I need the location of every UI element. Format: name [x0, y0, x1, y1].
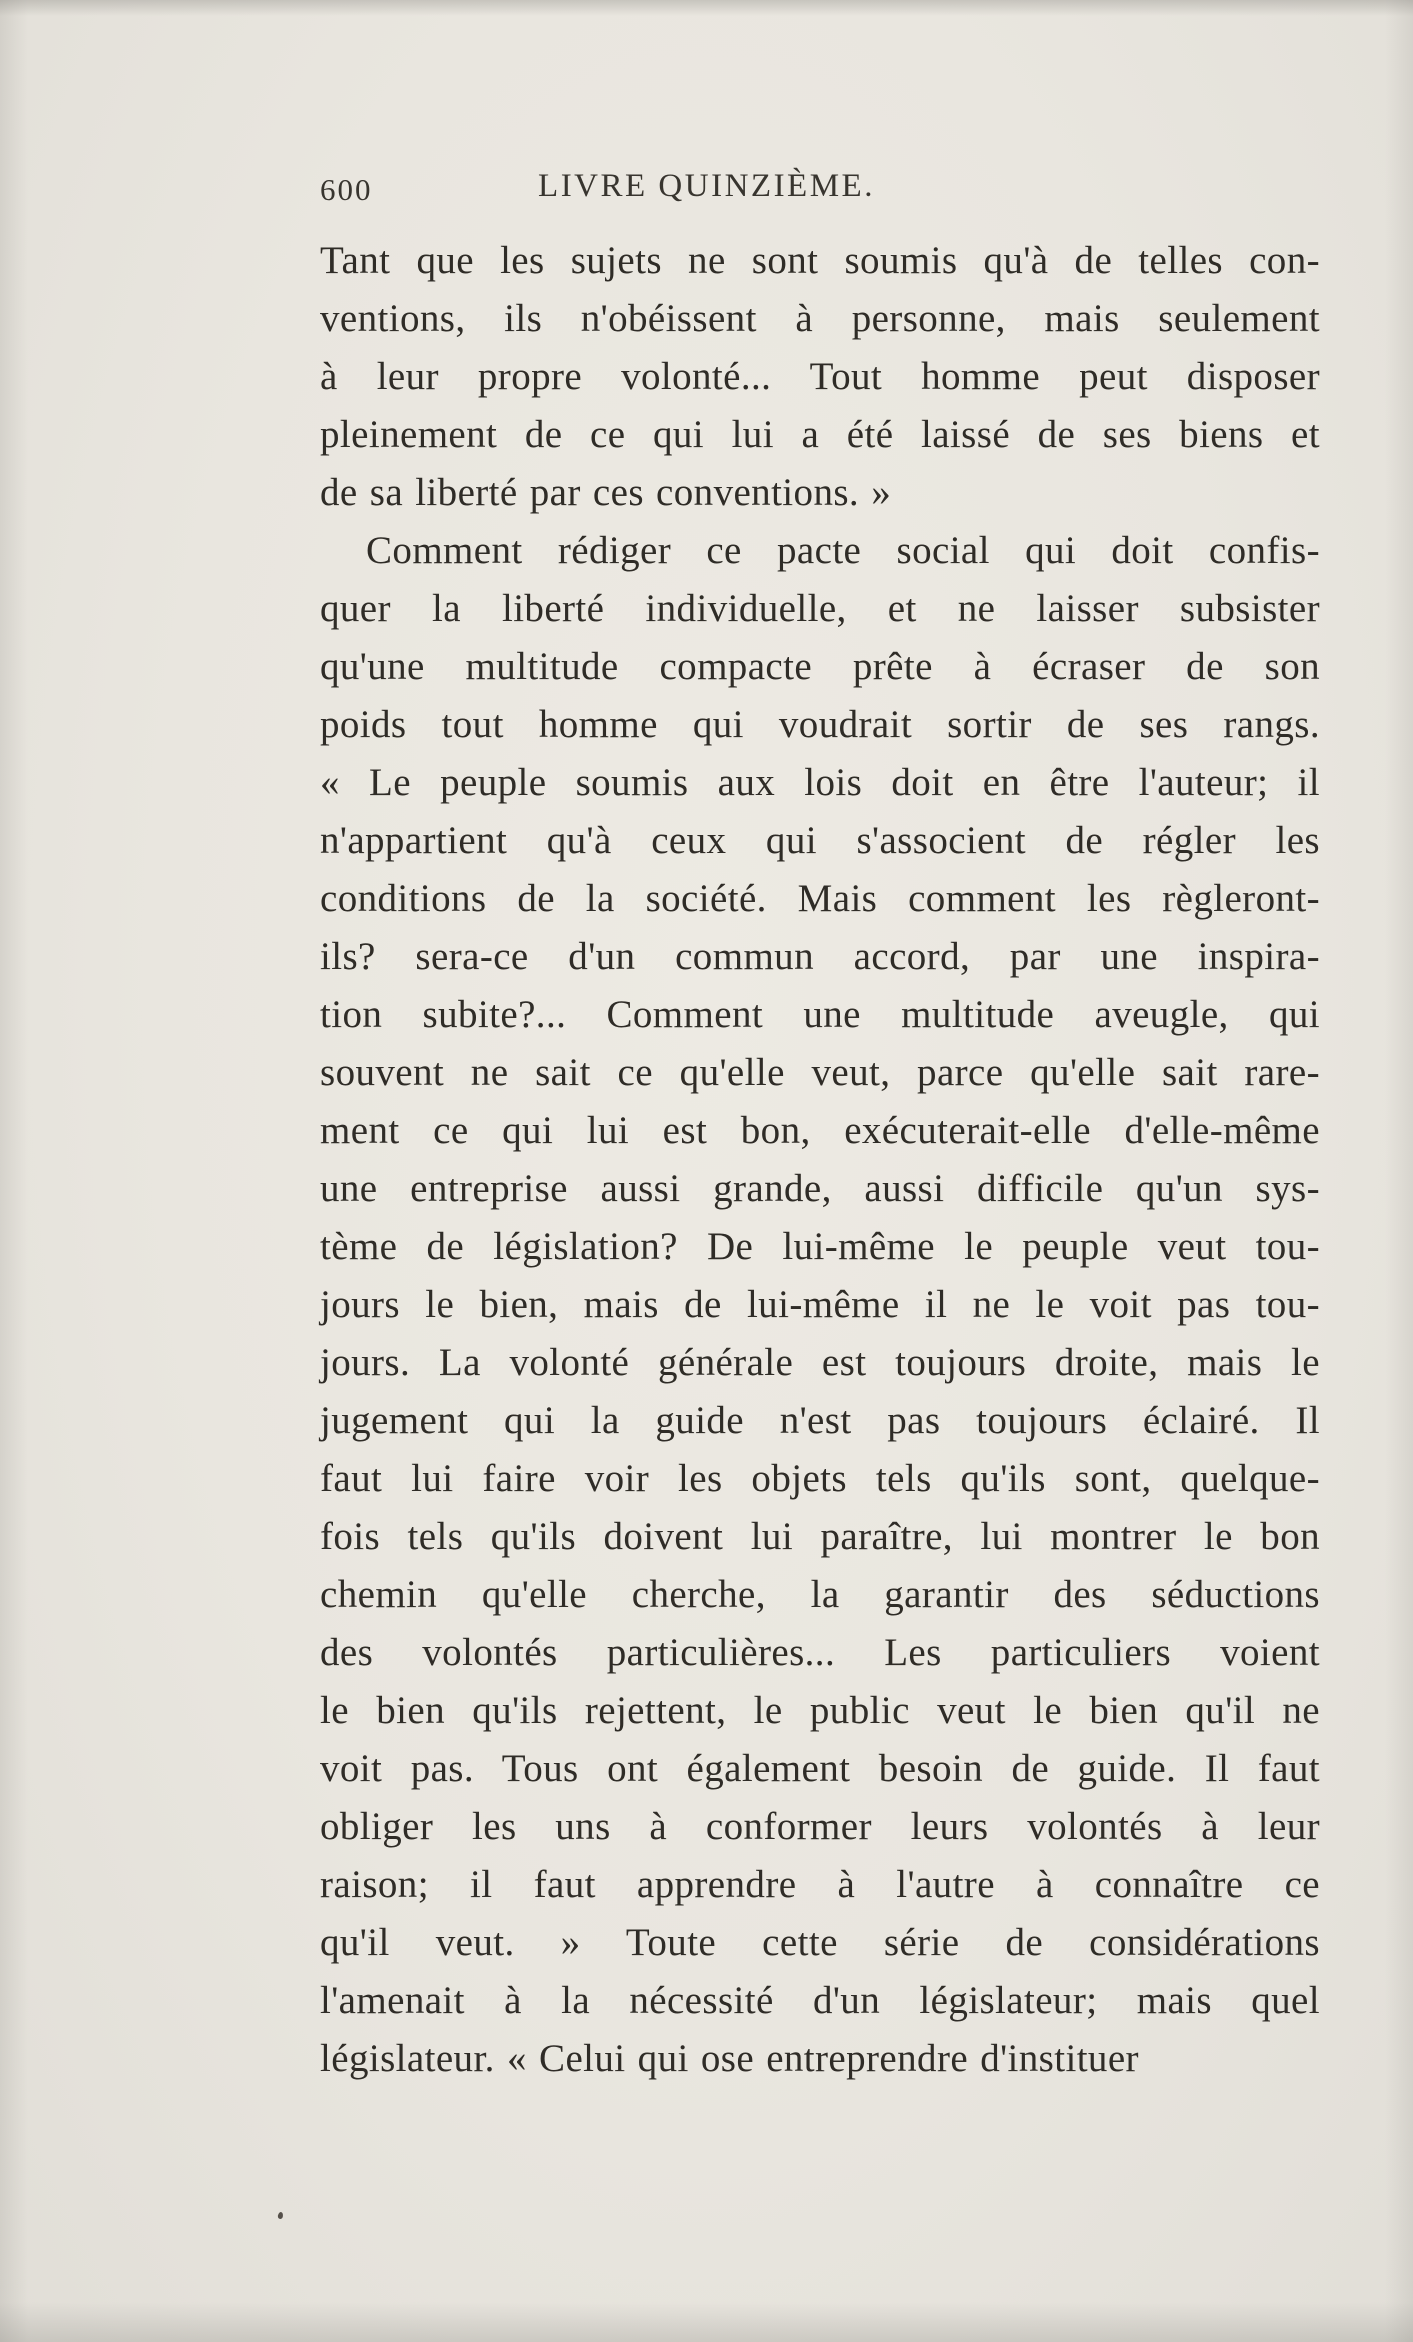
text-line: obliger les uns à conformer leurs volontés à leur	[320, 1805, 1320, 1848]
text-line: Comment rédiger ce pacte social qui doit confis-	[366, 529, 1320, 572]
running-title: LIVRE QUINZIÈME.	[538, 168, 875, 204]
text-line: conditions de la société. Mais comment les règleront-	[320, 877, 1320, 920]
text-line: tion subite?... Comment une multitude aveugle, qui	[320, 993, 1320, 1036]
text-line: législateur. « Celui qui ose entreprendre d'instituer	[320, 2037, 1139, 2080]
text-line: Tant que les sujets ne sont soumis qu'à de telles con-	[320, 239, 1320, 282]
text-line: quer la liberté individuelle, et ne laisser subsister	[320, 587, 1320, 630]
text-line: l'amenait à la nécessité d'un législateur; mais quel	[320, 1979, 1320, 2022]
text-line: pleinement de ce qui lui a été laissé de ses biens et	[320, 413, 1320, 456]
text-line: ment ce qui lui est bon, exécuterait-elle d'elle-même	[320, 1109, 1320, 1152]
body-text	[320, 232, 1320, 2088]
text-line: jugement qui la guide n'est pas toujours éclairé. Il	[320, 1399, 1320, 1442]
page-number: 600	[320, 172, 373, 207]
text-line: tème de législation? De lui-même le peuple veut tou-	[320, 1225, 1320, 1268]
text-line: jours. La volonté générale est toujours droite, mais le	[320, 1341, 1320, 1384]
text-line: souvent ne sait ce qu'elle veut, parce qu'elle sait rare-	[320, 1051, 1320, 1094]
text-line: poids tout homme qui voudrait sortir de ses rangs.	[320, 703, 1320, 746]
text-line: qu'une multitude compacte prête à écraser de son	[320, 645, 1320, 688]
text-line: jours le bien, mais de lui-même il ne le voit pas tou-	[320, 1283, 1320, 1326]
text-line: à leur propre volonté... Tout homme peut disposer	[320, 355, 1320, 398]
text-line: « Le peuple soumis aux lois doit en être l'auteur; il	[320, 761, 1320, 804]
text-line: le bien qu'ils rejettent, le public veut le bien qu'il ne	[320, 1689, 1320, 1732]
text-line: n'appartient qu'à ceux qui s'associent de régler les	[320, 819, 1320, 862]
text-line: des volontés particulières... Les particuliers voient	[320, 1631, 1320, 1674]
text-line: ils? sera-ce d'un commun accord, par une inspira-	[320, 935, 1320, 978]
text-line: qu'il veut. » Toute cette série de considérations	[320, 1921, 1320, 1964]
text-line: une entreprise aussi grande, aussi difficile qu'un sys-	[320, 1167, 1320, 1210]
text-line: voit pas. Tous ont également besoin de guide. Il faut	[320, 1747, 1320, 1790]
page-header	[0, 168, 1413, 216]
ink-speck	[277, 2212, 283, 2220]
text-line: fois tels qu'ils doivent lui paraître, lui montrer le bon	[320, 1515, 1320, 1558]
text-line: de sa liberté par ces conventions. »	[320, 471, 892, 514]
text-line: chemin qu'elle cherche, la garantir des séductions	[320, 1573, 1320, 1616]
text-line: ventions, ils n'obéissent à personne, mais seulement	[320, 297, 1320, 340]
text-line: raison; il faut apprendre à l'autre à connaître ce	[320, 1863, 1320, 1906]
text-line: faut lui faire voir les objets tels qu'ils sont, quelque-	[320, 1457, 1320, 1500]
